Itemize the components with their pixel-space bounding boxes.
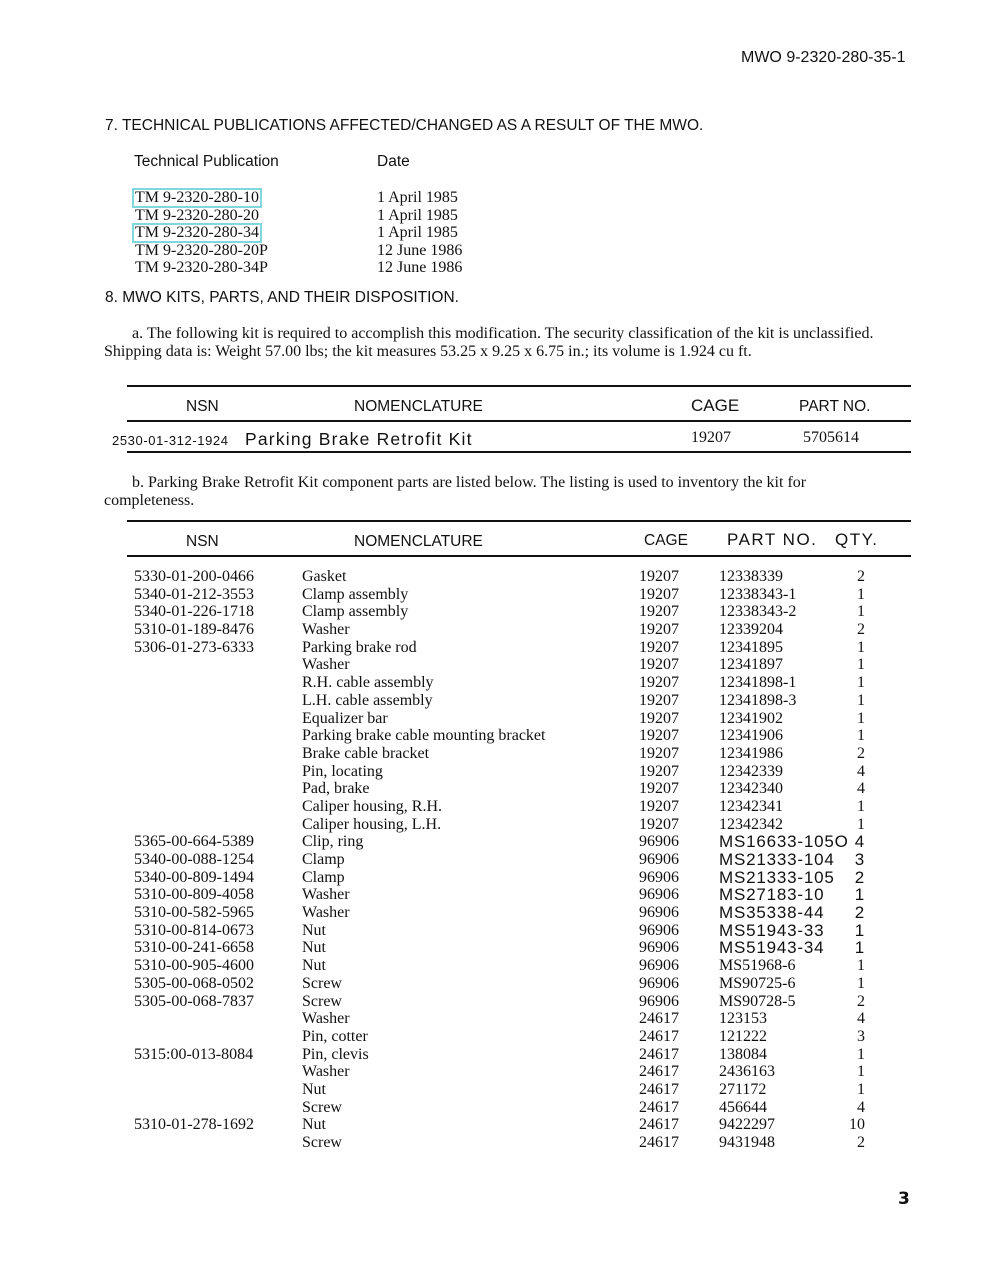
part-number: 2436163 [719, 1063, 775, 1081]
publications-list [133, 189, 553, 277]
parts-col-qty: QTY. [835, 530, 879, 549]
part-number: 271172 [719, 1080, 767, 1098]
part-qty: 1 [854, 938, 865, 958]
parts-table-top-rule [127, 520, 911, 522]
part-qty: 1 [857, 1063, 865, 1081]
part-nomenclature: Nut [302, 1080, 326, 1098]
publication-row [133, 224, 553, 242]
page-number: 3 [898, 1189, 910, 1209]
publication-date: 1 April 1985 [377, 206, 458, 224]
parts-row [0, 922, 993, 940]
part-nsn: 5310-00-905-4600 [134, 957, 254, 975]
col-header-technical-publication: Technical Publication [134, 153, 279, 170]
part-cage: 19207 [639, 762, 679, 780]
part-qty: 2 [857, 992, 865, 1010]
col-header-date: Date [377, 153, 410, 170]
part-cage: 19207 [639, 709, 679, 727]
publication-row [133, 207, 553, 225]
part-qty: 2 [857, 744, 865, 762]
part-number: 12338343-2 [719, 603, 797, 621]
part-number: MS21333-104 [719, 850, 835, 869]
part-cage: 19207 [639, 744, 679, 762]
kit-nomenclature: Parking Brake Retrofit Kit [245, 429, 473, 449]
part-cage: 96906 [639, 921, 679, 939]
part-cage: 96906 [639, 957, 679, 975]
part-cage: 24617 [639, 1027, 679, 1045]
parts-row [0, 975, 993, 993]
part-nsn: 5305-00-068-0502 [134, 974, 254, 992]
document-number: MWO 9-2320-280-35-1 [741, 49, 906, 66]
part-number: 12341902 [719, 709, 783, 727]
kit-nsn: 2530-01-312-1924 [112, 433, 229, 448]
parts-row [0, 993, 993, 1011]
part-number: 9431948 [719, 1134, 775, 1151]
part-nsn: 5340-00-088-1254 [134, 851, 254, 868]
part-cage: 96906 [639, 851, 679, 868]
part-qty: 1 [857, 797, 865, 815]
part-nomenclature: Washer [302, 1010, 350, 1028]
paragraph-b: b. Parking Brake Retrofit Kit component parts are listed below. The listing is used to inventory the kit for completeness. [104, 474, 807, 509]
parts-row [0, 1099, 993, 1117]
part-cage: 96906 [639, 868, 679, 886]
part-cage: 96906 [639, 974, 679, 992]
part-nomenclature: Caliper housing, L.H. [302, 815, 442, 833]
part-nomenclature: Washer [302, 621, 350, 639]
part-nsn: 5310-01-278-1692 [134, 1116, 254, 1134]
parts-row [0, 904, 993, 922]
section-8-heading: 8. MWO KITS, PARTS, AND THEIR DISPOSITION. [105, 289, 459, 306]
publication-date: 12 June 1986 [377, 241, 463, 259]
publication-row [133, 242, 553, 260]
part-nomenclature: Screw [302, 1098, 342, 1116]
part-qty: 1 [857, 691, 865, 709]
part-qty: 1 [857, 1080, 865, 1098]
publication-date: 12 June 1986 [377, 259, 463, 277]
part-qty: 2 [857, 1134, 865, 1151]
part-cage: 19207 [639, 585, 679, 603]
parts-col-nomenclature: NOMENCLATURE [354, 533, 483, 550]
part-nomenclature: Brake cable bracket [302, 744, 430, 762]
part-cage: 19207 [639, 638, 679, 656]
part-nsn: 5330-01-200-0466 [134, 568, 254, 585]
part-number: 12338343-1 [719, 585, 797, 603]
part-nomenclature: Nut [302, 939, 326, 957]
publication-row [133, 259, 553, 277]
parts-row [0, 692, 993, 710]
part-number: MS16633-105O [719, 832, 849, 852]
kit-table-top-rule [127, 385, 911, 387]
part-number: MS90728-5 [719, 992, 796, 1010]
part-qty: 3 [854, 850, 865, 869]
part-number: 12339204 [719, 621, 783, 639]
part-number: MS90725-6 [719, 974, 796, 992]
part-cage: 96906 [639, 886, 679, 904]
part-nsn: 5315:00-013-8084 [134, 1045, 254, 1063]
part-cage: 19207 [639, 603, 679, 621]
kit-table-bottom-rule [127, 451, 911, 453]
parts-row [0, 674, 993, 692]
part-nomenclature: Washer [302, 886, 350, 904]
part-nomenclature: Parking brake rod [302, 638, 417, 656]
part-number: 9422297 [719, 1116, 775, 1134]
part-number: 12342342 [719, 815, 783, 833]
parts-row [0, 745, 993, 763]
part-qty: 1 [857, 674, 865, 692]
part-qty: 1 [857, 974, 865, 992]
kit-col-cage: CAGE [691, 396, 740, 415]
parts-row [0, 763, 993, 781]
part-number: 12341897 [719, 656, 783, 674]
publication-number: TM 9-2320-280-20 [135, 206, 259, 224]
part-qty: 2 [854, 867, 865, 887]
part-number: MS35338-44 [719, 903, 825, 923]
part-number: 12341986 [719, 744, 783, 762]
parts-row [0, 568, 993, 586]
paragraph-a: a. The following kit is required to accomplish this modification. The security classification of the kit is unclassified. Shipping data is: Weight 57.00 lbs; the kit measures 53.25 x 9.25 x 6.75 in.; its volume is 1.924 cu ft. [104, 325, 874, 360]
parts-row [0, 869, 993, 887]
part-qty: 1 [854, 920, 865, 940]
parts-row [0, 816, 993, 834]
part-nomenclature: Nut [302, 921, 326, 939]
part-nsn: 5340-00-809-1494 [134, 868, 254, 886]
part-cage: 19207 [639, 568, 679, 585]
part-nomenclature: Clip, ring [302, 833, 364, 851]
parts-row [0, 1063, 993, 1081]
part-qty: 2 [857, 621, 865, 639]
part-qty: 4 [857, 780, 865, 798]
part-cage: 96906 [639, 833, 679, 851]
part-qty: 4 [854, 832, 865, 852]
part-cage: 19207 [639, 691, 679, 709]
parts-row [0, 586, 993, 604]
parts-row [0, 780, 993, 798]
part-nomenclature: Nut [302, 957, 326, 975]
part-nsn: 5310-00-241-6658 [134, 939, 254, 957]
part-cage: 24617 [639, 1063, 679, 1081]
part-nsn: 5365-00-664-5389 [134, 833, 254, 851]
kit-col-nsn: NSN [186, 398, 219, 415]
part-number: 12342340 [719, 780, 783, 798]
part-number: MS21333-105 [719, 867, 835, 887]
part-cage: 96906 [639, 939, 679, 957]
part-nsn: 5310-00-582-5965 [134, 904, 254, 922]
kit-part-no: 5705614 [803, 429, 859, 446]
part-nomenclature: Pin, clevis [302, 1045, 369, 1063]
parts-row [0, 621, 993, 639]
part-qty: 2 [854, 903, 865, 923]
part-qty: 10 [849, 1116, 865, 1134]
part-cage: 19207 [639, 797, 679, 815]
parts-row [0, 939, 993, 957]
part-number: 12341898-3 [719, 691, 797, 709]
part-number: 12341898-1 [719, 674, 797, 692]
parts-list [0, 568, 993, 1152]
parts-row [0, 1010, 993, 1028]
parts-row [0, 851, 993, 869]
part-nomenclature: Pin, cotter [302, 1027, 368, 1045]
part-nomenclature: Screw [302, 992, 342, 1010]
parts-col-nsn: NSN [186, 533, 219, 550]
parts-row [0, 1134, 993, 1152]
part-nomenclature: Nut [302, 1116, 326, 1134]
part-cage: 24617 [639, 1080, 679, 1098]
part-nomenclature: R.H. cable assembly [302, 674, 434, 692]
publication-date: 1 April 1985 [377, 189, 458, 206]
part-cage: 24617 [639, 1045, 679, 1063]
part-qty: 1 [857, 1045, 865, 1063]
parts-row [0, 710, 993, 728]
part-qty: 3 [857, 1027, 865, 1045]
part-number: MS27183-10 [719, 885, 825, 905]
part-nomenclature: Pad, brake [302, 780, 370, 798]
part-cage: 19207 [639, 674, 679, 692]
part-number: 123153 [719, 1010, 767, 1028]
part-nomenclature: Parking brake cable mounting bracket [302, 727, 546, 745]
part-cage: 96906 [639, 992, 679, 1010]
part-cage: 19207 [639, 780, 679, 798]
part-qty: 1 [857, 957, 865, 975]
publication-row [133, 189, 553, 207]
part-cage: 24617 [639, 1098, 679, 1116]
part-number: 12342339 [719, 762, 783, 780]
part-cage: 19207 [639, 727, 679, 745]
part-qty: 4 [857, 762, 865, 780]
parts-col-part-no: PART NO. [727, 530, 818, 549]
publication-link[interactable]: TM 9-2320-280-34 [135, 224, 259, 242]
parts-table-header-rule [127, 555, 911, 557]
part-qty: 1 [857, 603, 865, 621]
part-cage: 24617 [639, 1116, 679, 1134]
part-nomenclature: Screw [302, 974, 342, 992]
parts-row [0, 833, 993, 851]
part-qty: 1 [857, 727, 865, 745]
part-nsn: 5306-01-273-6333 [134, 638, 254, 656]
part-cage: 19207 [639, 656, 679, 674]
parts-row [0, 798, 993, 816]
part-qty: 1 [857, 815, 865, 833]
parts-row [0, 1116, 993, 1134]
part-nomenclature: Clamp [302, 851, 345, 868]
kit-col-part-no: PART NO. [799, 398, 871, 415]
part-cage: 96906 [639, 904, 679, 922]
part-cage: 24617 [639, 1010, 679, 1028]
parts-row [0, 603, 993, 621]
parts-col-cage: CAGE [644, 532, 688, 549]
part-number: 138084 [719, 1045, 767, 1063]
kit-col-nomenclature: NOMENCLATURE [354, 398, 483, 415]
part-nsn: 5310-01-189-8476 [134, 621, 254, 639]
kit-cage: 19207 [691, 429, 731, 446]
parts-row [0, 957, 993, 975]
part-qty: 1 [854, 885, 865, 905]
part-nsn: 5340-01-212-3553 [134, 585, 254, 603]
part-number: 12342341 [719, 797, 783, 815]
part-nomenclature: Washer [302, 1063, 350, 1081]
parts-row [0, 886, 993, 904]
part-nomenclature: Equalizer bar [302, 709, 388, 727]
kit-table-mid-rule [127, 420, 911, 422]
part-nomenclature: Screw [302, 1134, 342, 1151]
parts-row [0, 656, 993, 674]
part-qty: 1 [857, 638, 865, 656]
part-nomenclature: Clamp assembly [302, 603, 409, 621]
publication-link[interactable]: TM 9-2320-280-10 [135, 189, 259, 206]
publication-number: TM 9-2320-280-20P [135, 241, 268, 259]
part-number: MS51943-33 [719, 920, 825, 940]
part-number: MS51968-6 [719, 957, 796, 975]
part-number: 12341906 [719, 727, 783, 745]
parts-row [0, 639, 993, 657]
parts-row [0, 1081, 993, 1099]
part-number: MS51943-34 [719, 938, 825, 958]
part-nsn: 5310-00-814-0673 [134, 921, 254, 939]
part-nomenclature: Washer [302, 904, 350, 922]
part-nomenclature: Pin, locating [302, 762, 383, 780]
part-nomenclature: L.H. cable assembly [302, 691, 433, 709]
part-qty: 1 [857, 585, 865, 603]
part-number: 12341895 [719, 638, 783, 656]
part-cage: 19207 [639, 815, 679, 833]
publication-number: TM 9-2320-280-34P [135, 259, 268, 277]
part-cage: 19207 [639, 621, 679, 639]
part-nsn: 5305-00-068-7837 [134, 992, 254, 1010]
publication-date: 1 April 1985 [377, 224, 458, 242]
part-nomenclature: Clamp [302, 868, 345, 886]
part-nomenclature: Gasket [302, 568, 347, 585]
part-qty: 1 [857, 656, 865, 674]
part-number: 121222 [719, 1027, 767, 1045]
part-nomenclature: Caliper housing, R.H. [302, 797, 442, 815]
parts-row [0, 1046, 993, 1064]
part-cage: 24617 [639, 1134, 679, 1151]
part-number: 12338339 [719, 568, 783, 585]
parts-row [0, 1028, 993, 1046]
part-qty: 2 [857, 568, 865, 585]
part-qty: 4 [857, 1010, 865, 1028]
part-nsn: 5340-01-226-1718 [134, 603, 254, 621]
part-nsn: 5310-00-809-4058 [134, 886, 254, 904]
parts-row [0, 727, 993, 745]
section-7-heading: 7. TECHNICAL PUBLICATIONS AFFECTED/CHANGED AS A RESULT OF THE MWO. [105, 117, 704, 134]
part-nomenclature: Clamp assembly [302, 585, 409, 603]
part-number: 456644 [719, 1098, 767, 1116]
part-nomenclature: Washer [302, 656, 350, 674]
part-qty: 1 [857, 709, 865, 727]
part-qty: 4 [857, 1098, 865, 1116]
